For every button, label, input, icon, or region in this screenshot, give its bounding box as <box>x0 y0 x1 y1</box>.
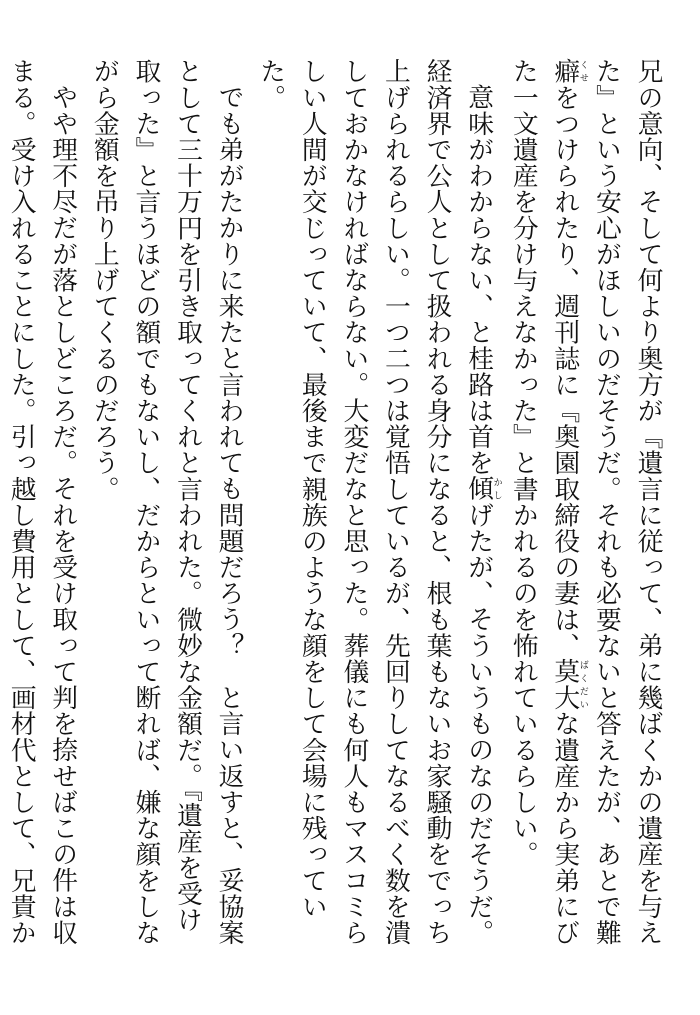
paragraph <box>83 58 249 958</box>
ruby-base: 傾 <box>463 475 494 502</box>
text-run: 兄の意向、そして何より奥方が『遺言に従って、弟に幾ばくかの遺産を与えた』という安心がほしいのだそうだ。それも必要ないと答えたが、あとで難 <box>591 58 663 946</box>
ruby-base: 癖 <box>549 58 580 85</box>
ruby-reading: くせ <box>577 58 588 85</box>
text-run: な遺産から実弟にびた一文遺産を分け与えなかった』と書かれるのを怖れているらしい。 <box>508 58 580 946</box>
paragraph <box>502 58 668 958</box>
paragraph <box>0 58 83 958</box>
ruby-reading: かし <box>491 475 502 502</box>
text-run: をつけられたり、週刊誌に『奥園取締役の妻は、 <box>549 84 580 659</box>
text-run: 意味がわからない、と桂路は首を <box>463 83 494 476</box>
vertical-text-body <box>0 58 668 958</box>
text-run: でも弟がたかりに来たと言われても問題だろう？ と言い返すと、妥協案として三十万円を引き取ってくれと言われた。微妙な金額だ。『遺産を受け取った』と言うほどの額でもないし、だからといって断れば、嫌な顔をしながら金額を吊り上げてくるのだろう。 <box>89 58 245 946</box>
ruby-word <box>549 58 588 85</box>
paragraph <box>249 58 502 958</box>
ruby-reading: ばくだい <box>577 658 588 711</box>
ruby-word <box>463 475 502 502</box>
text-run: やや理不尽だが落としどころだ。それを受け取って判を捺せばこの件は収まる。受け入れることにした。引っ越し費用として、画材代として、兄貴か <box>6 58 78 946</box>
ruby-word <box>549 658 588 711</box>
text-run: げたが、そういうものなのだそうだ。経済界で公人として扱われる身分になると、根も葉もないお家騒動をでっち上げられるらしい。一つ二つは覚悟しているが、先回りしてなるべく数を潰しておかなければならない。大変だなと思った。葬儀にも何人もマスコミらしい人間が交じっていて、最後まで親族のような顔をして会場に残っていた。 <box>255 58 494 946</box>
ruby-base: 莫大 <box>549 658 580 711</box>
